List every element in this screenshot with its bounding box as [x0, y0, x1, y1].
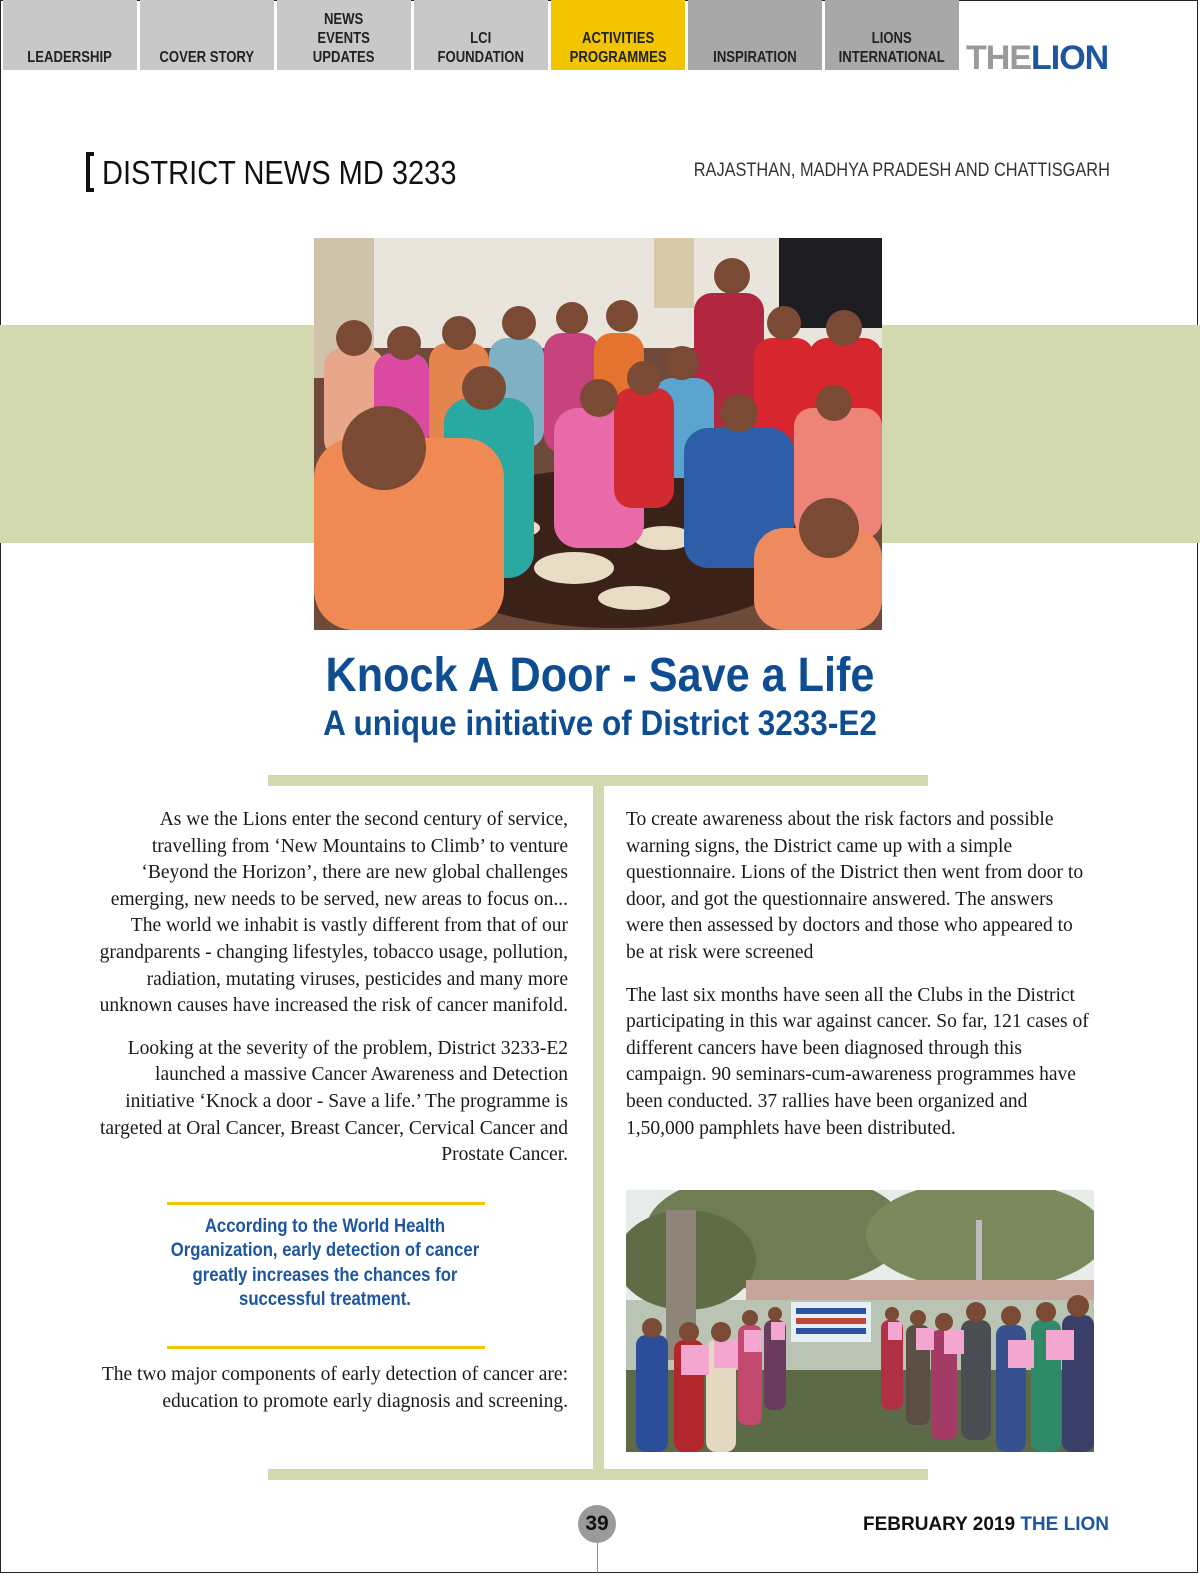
pull-quote: According to the World Health Organization, early detection of cancer greatly increases the chances for successful treatment.	[170, 1216, 480, 1311]
tab-label: ACTIVITIES PROGRAMMES	[569, 30, 667, 66]
tab-cover-story[interactable]	[140, 0, 274, 70]
section-nav	[3, 0, 962, 70]
rally-photo-art	[626, 1190, 1094, 1452]
left-column-top	[94, 807, 568, 1169]
tab-news-events-updates[interactable]	[277, 0, 411, 70]
paragraph-intro: As we the Lions enter the second century of service, travelling from ‘New Mountains to Climb’ to venture ‘Beyond the Horizon’, there are new global challenges emerging, new needs to be served, new areas to focus on... The world we inhabit is vastly different from that of our grandparents - changing lifestyles, tobacco usage, pollution, radiation, mutating viruses, pesticides and many more unknown causes have increased the risk of cancer manifold.	[99, 809, 568, 1017]
rally-photo	[626, 1190, 1094, 1452]
title-bracket	[86, 152, 94, 192]
tab-label: LCI FOUNDATION	[437, 30, 525, 66]
tab-leadership[interactable]	[3, 0, 137, 70]
bottom-rule	[268, 1469, 928, 1480]
quote-rule-top	[167, 1202, 485, 1205]
logo-lion: LION	[1031, 39, 1109, 77]
region-label: RAJASTHAN, MADHYA PRADESH AND CHATTISGARH	[693, 160, 1110, 181]
tab-inspiration[interactable]	[688, 0, 822, 70]
article-title: Knock A Door - Save a Life	[325, 649, 875, 702]
women-group-photo-art	[314, 238, 882, 630]
article-subtitle: A unique initiative of District 3233-E2	[323, 704, 877, 743]
page-number-line	[597, 1543, 598, 1573]
paragraph-awareness: To create awareness about the risk factors and possible warning signs, the District came up with a simple questionnaire. Lions of the District then went from door to door, and got the questionnaire answered. The answers were then assessed by doctors and those who appeared to be at risk were screened	[626, 809, 1084, 963]
women-group-photo	[314, 238, 882, 630]
footer-issue	[863, 1514, 1109, 1536]
tab-lci-foundation[interactable]	[414, 0, 548, 70]
left-column-bottom	[94, 1362, 568, 1415]
page-number: 39	[578, 1505, 616, 1543]
magazine-logo	[966, 38, 1108, 78]
tab-activities-programmes[interactable]	[551, 0, 685, 70]
column-divider	[593, 784, 604, 1474]
tab-label: NEWS EVENTS UPDATES	[313, 11, 375, 66]
tab-label: LIONS INTERNATIONAL	[838, 30, 946, 66]
paragraph-components: The two major components of early detection of cancer are: education to promote early diagnosis and screening.	[101, 1364, 568, 1412]
footer-brand: THE LION	[1020, 1514, 1109, 1535]
footer-date: FEBRUARY 2019	[862, 1514, 1016, 1535]
tab-label: INSPIRATION	[713, 49, 797, 66]
paragraph-results: The last six months have seen all the Clubs in the District participating in this war against cancer. So far, 121 cases of different cancers have been diagnosed through this campaign. 90 seminars-cum-awareness programmes have been conducted. 37 rallies have been organized and 1,50,000 pamphlets have been distributed.	[626, 984, 1089, 1139]
tab-label: LEADERSHIP	[27, 49, 113, 66]
section-title: DISTRICT NEWS MD 3233	[102, 154, 457, 191]
tab-label: COVER STORY	[159, 49, 255, 66]
quote-rule-bottom	[167, 1346, 485, 1349]
logo-the: THE	[966, 39, 1031, 77]
paragraph-initiative: Looking at the severity of the problem, District 3233-E2 launched a massive Cancer Awareness and Detection initiative ‘Knock a door - Save a life.’ The programme is targeted at Oral Cancer, Breast Cancer, Cervical Cancer and Prostate Cancer.	[99, 1037, 568, 1166]
tab-lions-international[interactable]	[825, 0, 959, 70]
right-column	[626, 807, 1094, 1142]
